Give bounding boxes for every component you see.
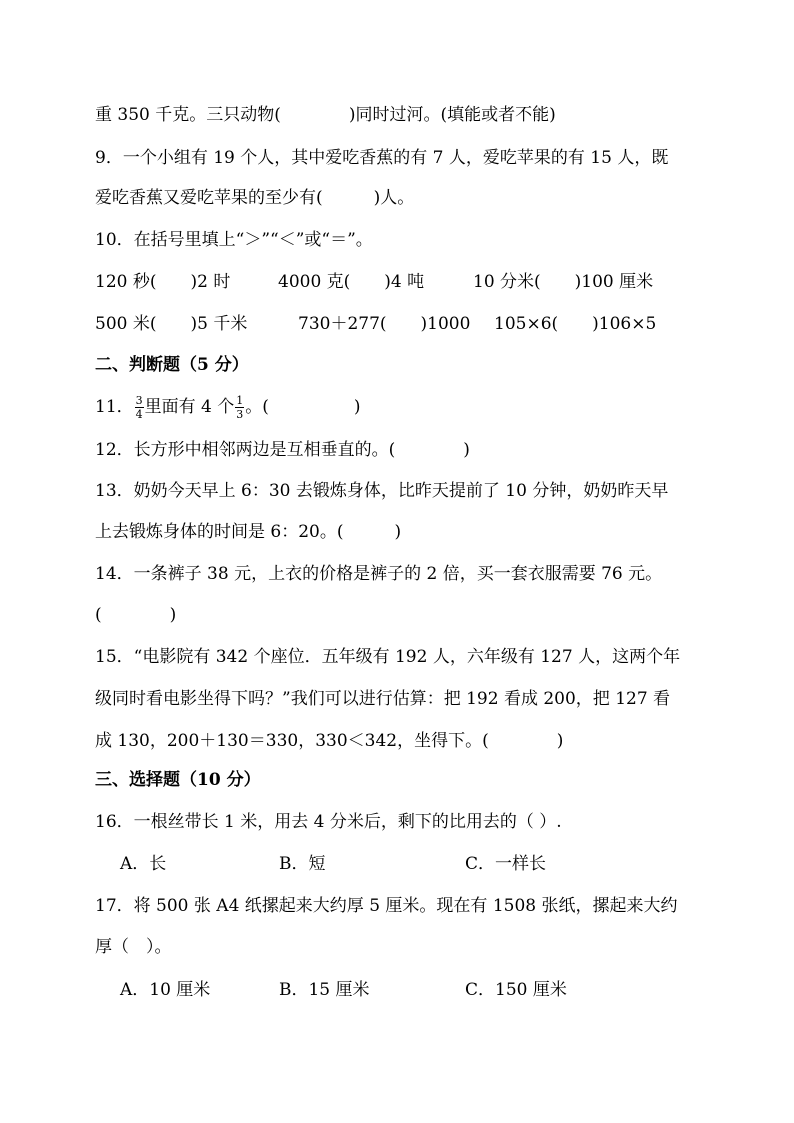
question-12: 12．长方形中相邻两边是互相垂直的。( )	[95, 440, 470, 460]
fraction-numerator: 3	[135, 393, 143, 407]
question-17-option-b: B．15 厘米	[279, 980, 370, 1000]
question-13-line-2: 上去锻炼身体的时间是 6：20。( )	[95, 522, 402, 542]
question-9-line-2: 爱吃香蕉又爱吃苹果的至少有( )人。	[95, 188, 415, 208]
fraction-denominator: 3	[236, 407, 244, 421]
section-3-title: 三、选择题（10 分）	[95, 770, 261, 790]
question-16-option-a: A．长	[120, 854, 167, 874]
question-15-line-3: 成 130，200＋130＝330，330＜342，坐得下。( )	[95, 731, 564, 751]
question-10-stem: 10．在括号里填上“＞”“＜”或“＝”。	[95, 230, 373, 250]
question-10-item-1: 120 秒( )2 时	[95, 272, 231, 292]
question-9-line-1: 9．一个小组有 19 个人，其中爱吃香蕉的有 7 人，爱吃苹果的有 15 人，既	[95, 148, 669, 168]
question-15-line-2: 级同时看电影坐得下吗？”我们可以进行估算：把 192 看成 200，把 127 看	[95, 689, 671, 709]
question-10-item-4: 500 米( )5 千米	[95, 314, 248, 334]
question-17-option-c: C．150 厘米	[465, 980, 567, 1000]
question-14-line-2: ( )	[95, 605, 177, 625]
question-10-item-3: 10 分米( )100 厘米	[473, 272, 654, 292]
fraction-three-quarters	[135, 395, 144, 420]
question-16-option-c: C．一样长	[465, 854, 547, 874]
question-11	[95, 392, 361, 422]
fraction-numerator: 1	[236, 393, 244, 407]
question-13-line-1: 13．奶奶今天早上 6：30 去锻炼身体，比昨天提前了 10 分钟，奶奶昨天早	[95, 481, 669, 501]
question-15-line-1: 15．“电影院有 342 个座位．五年级有 192 人，六年级有 127 人，这两个年	[95, 647, 681, 667]
question-16-option-b: B．短	[279, 854, 326, 874]
question-16-stem: 16．一根丝带长 1 米，用去 4 分米后，剩下的比用去的（ ）.	[95, 812, 562, 832]
question-17-option-a: A．10 厘米	[120, 980, 211, 1000]
question-17-line-1: 17．将 500 张 A4 纸摞起来大约厚 5 厘米。现在有 1508 张纸，摞起来大约	[95, 896, 678, 916]
question-14-line-1: 14．一条裤子 38 元，上衣的价格是裤子的 2 倍，买一套衣服需要 76 元。	[95, 564, 663, 584]
question-11-middle: 里面有 4 个	[144, 396, 235, 417]
question-17-line-2: 厚（ ）。	[95, 937, 172, 957]
section-2-title: 二、判断题（5 分）	[95, 355, 249, 375]
question-11-prefix: 11．	[95, 396, 134, 417]
fraction-denominator: 4	[135, 407, 143, 421]
question-8-continuation: 重 350 千克。三只动物( )同时过河。(填能或者不能)	[95, 105, 556, 125]
fraction-one-third	[235, 395, 244, 420]
question-10-item-2: 4000 克( )4 吨	[278, 272, 425, 292]
question-10-item-6: 105×6( )106×5	[494, 314, 657, 334]
question-10-item-5: 730＋277( )1000	[298, 314, 471, 334]
question-11-suffix: 。( )	[245, 396, 361, 417]
